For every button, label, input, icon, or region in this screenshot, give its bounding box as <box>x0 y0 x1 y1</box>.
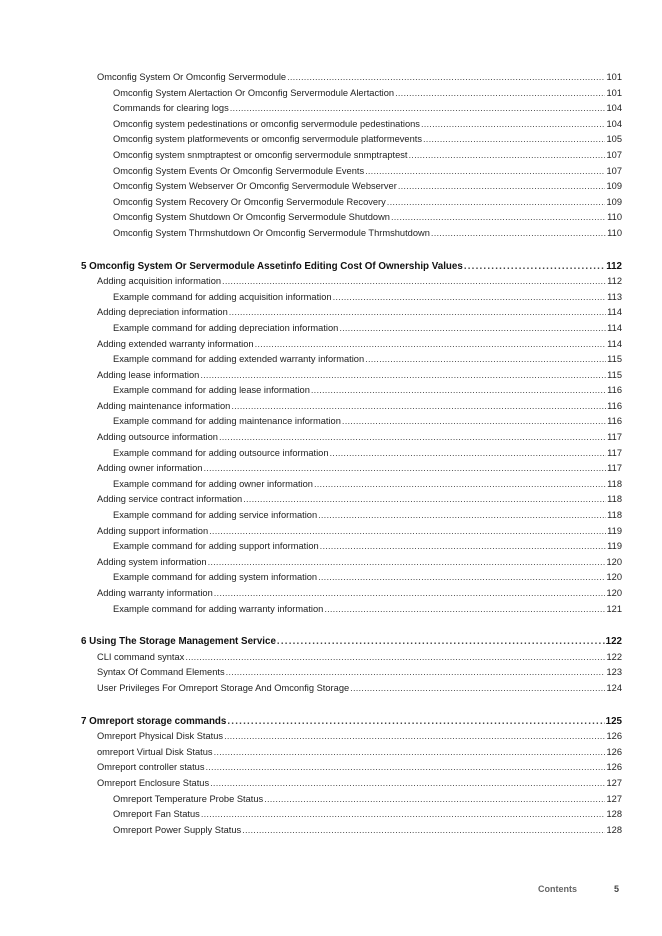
toc-entry-title: Adding service contract information <box>97 494 243 505</box>
toc-entry-page: 114 <box>607 307 622 318</box>
dot-leader <box>333 290 607 306</box>
toc-entry-title: Omreport Enclosure Status <box>97 777 210 788</box>
toc-entry-page: 105 <box>606 134 622 145</box>
dot-leader <box>342 414 606 430</box>
toc-entry-page: 114 <box>607 322 622 333</box>
toc-entry-title: User Privileges For Omreport Storage And Omconfig Storage <box>97 682 350 693</box>
toc-entry[interactable] <box>81 555 622 571</box>
toc-entry-page: 110 <box>607 227 622 238</box>
toc-entry-page: 126 <box>606 762 622 773</box>
toc-entry-page: 110 <box>607 212 622 223</box>
toc-entry[interactable] <box>81 195 622 211</box>
toc-entry-title: Omconfig System Shutdown Or Omconfig Servermodule Shutdown <box>113 212 390 223</box>
toc-entry-title: Example command for adding lease information <box>113 385 310 396</box>
dot-leader <box>423 132 605 148</box>
toc-entry[interactable] <box>81 337 622 353</box>
toc-entry-title: Example command for adding extended warranty information <box>113 354 365 365</box>
dot-leader <box>314 477 606 493</box>
toc-gap <box>81 242 622 259</box>
toc-entry-title: omreport Virtual Disk Status <box>97 746 213 757</box>
dot-leader <box>209 524 606 540</box>
toc-group <box>81 714 622 839</box>
toc-entry[interactable] <box>81 414 622 430</box>
toc-entry-title: Adding lease information <box>97 369 200 380</box>
dot-leader <box>365 352 606 368</box>
dot-leader <box>421 117 606 133</box>
toc-entry[interactable] <box>81 321 622 337</box>
toc-entry-title: Omconfig system snmptraptest or omconfig servermodule snmptraptest <box>113 149 408 160</box>
dot-leader <box>330 446 607 462</box>
dot-leader <box>350 681 605 697</box>
toc-entry-title: Omreport Fan Status <box>113 809 200 820</box>
toc-chapter-entry[interactable] <box>81 259 622 275</box>
toc-entry-page: 104 <box>606 103 622 114</box>
toc-entry-title: Example command for adding owner information <box>113 478 313 489</box>
toc-entry[interactable] <box>81 274 622 290</box>
toc-entry-page: 127 <box>606 777 622 788</box>
toc-entry-title: 7 Omreport storage commands <box>81 715 227 727</box>
toc-entry-title: Commands for clearing logs <box>113 103 229 114</box>
toc-chapter-entry[interactable] <box>81 714 622 730</box>
toc-entry-page: 126 <box>606 731 622 742</box>
dot-leader <box>287 70 605 86</box>
toc-entry-title: Adding owner information <box>97 463 203 474</box>
toc-entry-page: 120 <box>606 572 622 583</box>
toc-entry-title: Omconfig System Events Or Omconfig Servermodule Events <box>113 165 365 176</box>
dot-leader <box>219 430 606 446</box>
toc-entry-page: 119 <box>607 541 622 552</box>
toc-entry[interactable] <box>81 305 622 321</box>
toc-entry-title: Adding system information <box>97 556 207 567</box>
toc-entry-page: 119 <box>607 525 622 536</box>
toc-entry-title: Adding support information <box>97 525 209 536</box>
toc-entry[interactable] <box>81 290 622 306</box>
toc-entry-title: Example command for adding acquisition information <box>113 291 332 302</box>
toc-entry[interactable] <box>81 807 622 823</box>
toc-entry-title: Adding extended warranty information <box>97 338 254 349</box>
dot-leader <box>229 305 606 321</box>
toc-entry-page: 115 <box>607 369 622 380</box>
toc-entry[interactable] <box>81 570 622 586</box>
toc-entry-page: 123 <box>606 667 622 678</box>
dot-leader <box>320 539 607 555</box>
dot-leader <box>243 492 606 508</box>
toc-entry-page: 112 <box>607 276 622 287</box>
toc-gap <box>81 617 622 634</box>
dot-leader <box>255 337 607 353</box>
toc-entry-title: Example command for adding system information <box>113 572 318 583</box>
toc-entry[interactable] <box>81 70 622 86</box>
toc-entry-page: 112 <box>606 260 622 272</box>
toc-entry-title: Example command for adding service information <box>113 510 318 521</box>
dot-leader <box>203 461 606 477</box>
toc-entry[interactable] <box>81 602 622 618</box>
toc-entry-title: Omreport Power Supply Status <box>113 824 242 835</box>
toc-entry[interactable] <box>81 650 622 666</box>
dot-leader <box>277 634 605 650</box>
toc-entry-page: 113 <box>607 291 622 302</box>
toc-entry[interactable] <box>81 586 622 602</box>
toc-group <box>81 634 622 696</box>
toc-entry-page: 118 <box>607 510 622 521</box>
dot-leader <box>214 586 606 602</box>
toc-entry-page: 127 <box>606 793 622 804</box>
toc-entry-title: Omconfig System Webserver Or Omconfig Servermodule Webserver <box>113 181 397 192</box>
toc-entry[interactable] <box>81 148 622 164</box>
toc-entry-page: 109 <box>606 181 622 192</box>
dot-leader <box>318 508 606 524</box>
toc-entry-title: Omreport controller status <box>97 762 205 773</box>
toc-entry-title: Adding outsource information <box>97 432 218 443</box>
toc-entry[interactable] <box>81 539 622 555</box>
toc-entry-title: Omconfig System Thrmshutdown Or Omconfig Servermodule Thrmshutdown <box>113 227 430 238</box>
toc-entry-title: Example command for adding support information <box>113 541 319 552</box>
toc-entry[interactable] <box>81 352 622 368</box>
dot-leader <box>387 195 606 211</box>
toc-entry-page: 101 <box>606 87 622 98</box>
dot-leader <box>201 807 606 823</box>
toc-entry-title: Adding depreciation information <box>97 307 228 318</box>
toc-entry[interactable] <box>81 368 622 384</box>
toc-entry-page: 107 <box>606 165 622 176</box>
toc-entry-title: Adding acquisition information <box>97 276 222 287</box>
toc-entry-title: Omreport Temperature Probe Status <box>113 793 264 804</box>
toc-entry-title: Omreport Physical Disk Status <box>97 731 224 742</box>
toc-entry[interactable] <box>81 665 622 681</box>
toc-entry-page: 114 <box>607 338 622 349</box>
dot-leader <box>214 745 606 761</box>
dot-leader <box>409 148 606 164</box>
toc-entry-page: 118 <box>607 478 622 489</box>
toc-entry[interactable] <box>81 508 622 524</box>
toc-entry-title: 6 Using The Storage Management Service <box>81 636 276 648</box>
toc-entry-page: 117 <box>607 447 622 458</box>
toc-entry[interactable] <box>81 729 622 745</box>
toc-entry-page: 116 <box>607 416 622 427</box>
table-of-contents <box>81 70 622 838</box>
toc-entry-page: 116 <box>607 400 622 411</box>
toc-entry-page: 115 <box>607 354 622 365</box>
toc-entry[interactable] <box>81 210 622 226</box>
toc-entry-title: Omconfig System Or Omconfig Servermodule <box>97 72 287 82</box>
toc-entry-page: 122 <box>605 636 622 648</box>
toc-entry-title: Example command for adding warranty information <box>113 603 324 614</box>
toc-entry[interactable] <box>81 823 622 839</box>
toc-entry-title: CLI command syntax <box>97 651 185 662</box>
toc-entry-page: 116 <box>607 385 622 396</box>
toc-entry-page: 117 <box>607 463 622 474</box>
toc-entry-page: 104 <box>606 118 622 129</box>
dot-leader <box>242 823 605 839</box>
toc-entry-page: 126 <box>606 746 622 757</box>
toc-entry-page: 125 <box>605 715 622 727</box>
toc-entry[interactable] <box>81 101 622 117</box>
dot-leader <box>208 555 606 571</box>
dot-leader <box>185 650 605 666</box>
toc-entry[interactable] <box>81 492 622 508</box>
dot-leader <box>395 86 605 102</box>
toc-entry[interactable] <box>81 745 622 761</box>
toc-entry-page: 107 <box>606 149 622 160</box>
dot-leader <box>311 383 606 399</box>
toc-entry[interactable] <box>81 792 622 808</box>
dot-leader <box>200 368 606 384</box>
toc-entry[interactable] <box>81 776 622 792</box>
dot-leader <box>318 570 605 586</box>
toc-entry-page: 109 <box>606 196 622 207</box>
toc-entry[interactable] <box>81 86 622 102</box>
footer-section-label: Contents <box>538 884 577 894</box>
toc-entry-title: Adding warranty information <box>97 588 213 598</box>
footer-page-number: 5 <box>614 884 620 894</box>
toc-entry[interactable] <box>81 117 622 133</box>
dot-leader <box>230 101 606 117</box>
toc-gap <box>81 697 622 714</box>
toc-entry[interactable] <box>81 179 622 195</box>
toc-entry-title: Adding maintenance information <box>97 400 231 411</box>
toc-entry[interactable] <box>81 399 622 415</box>
toc-entry-title: Omconfig system pedestinations or omconfig servermodule pedestinations <box>113 118 420 129</box>
toc-entry-page: 120 <box>606 556 622 567</box>
toc-entry-title: 5 Omconfig System Or Servermodule Assetinfo Editing Cost Of Ownership Values <box>81 260 463 272</box>
toc-entry-title: Example command for adding depreciation information <box>113 322 339 333</box>
toc-entry-page: 120 <box>606 588 622 598</box>
toc-entry[interactable] <box>81 226 622 242</box>
toc-entry-page: 117 <box>607 432 622 443</box>
dot-leader <box>339 321 606 337</box>
dot-leader <box>264 792 605 808</box>
dot-leader <box>464 259 605 275</box>
toc-entry[interactable] <box>81 446 622 462</box>
dot-leader <box>222 274 606 290</box>
dot-leader <box>398 179 606 195</box>
dot-leader <box>226 665 606 681</box>
toc-entry[interactable] <box>81 524 622 540</box>
toc-entry[interactable] <box>81 430 622 446</box>
toc-entry-title: Omconfig System Recovery Or Omconfig Servermodule Recovery <box>113 196 386 207</box>
dot-leader <box>365 164 605 180</box>
toc-entry-title: Example command for adding outsource information <box>113 447 329 458</box>
toc-chapter-entry[interactable] <box>81 634 622 650</box>
toc-entry[interactable] <box>81 477 622 493</box>
dot-leader <box>431 226 606 242</box>
dot-leader <box>210 776 605 792</box>
dot-leader <box>205 760 605 776</box>
toc-entry[interactable] <box>81 461 622 477</box>
toc-entry-title: Syntax Of Command Elements <box>97 667 225 678</box>
dot-leader <box>224 729 605 745</box>
toc-entry-page: 124 <box>606 682 622 693</box>
toc-entry-page: 118 <box>607 494 622 505</box>
toc-entry[interactable] <box>81 760 622 776</box>
toc-group <box>81 70 622 242</box>
toc-group <box>81 259 622 618</box>
dot-leader <box>231 399 606 415</box>
toc-entry-title: Omconfig system platformevents or omconfig servermodule platformevents <box>113 134 422 145</box>
dot-leader <box>391 210 606 226</box>
toc-entry[interactable] <box>81 164 622 180</box>
toc-entry[interactable] <box>81 383 622 399</box>
toc-entry-page: 101 <box>606 72 622 82</box>
toc-entry[interactable] <box>81 132 622 148</box>
dot-leader <box>324 602 605 618</box>
toc-entry-page: 121 <box>606 603 622 614</box>
toc-entry-title: Example command for adding maintenance information <box>113 416 341 427</box>
toc-entry-page: 122 <box>606 651 622 662</box>
toc-entry-page: 128 <box>606 809 622 820</box>
dot-leader <box>227 714 604 730</box>
toc-entry-page: 128 <box>606 824 622 835</box>
toc-entry-title: Omconfig System Alertaction Or Omconfig Servermodule Alertaction <box>113 87 395 98</box>
toc-entry[interactable] <box>81 681 622 697</box>
